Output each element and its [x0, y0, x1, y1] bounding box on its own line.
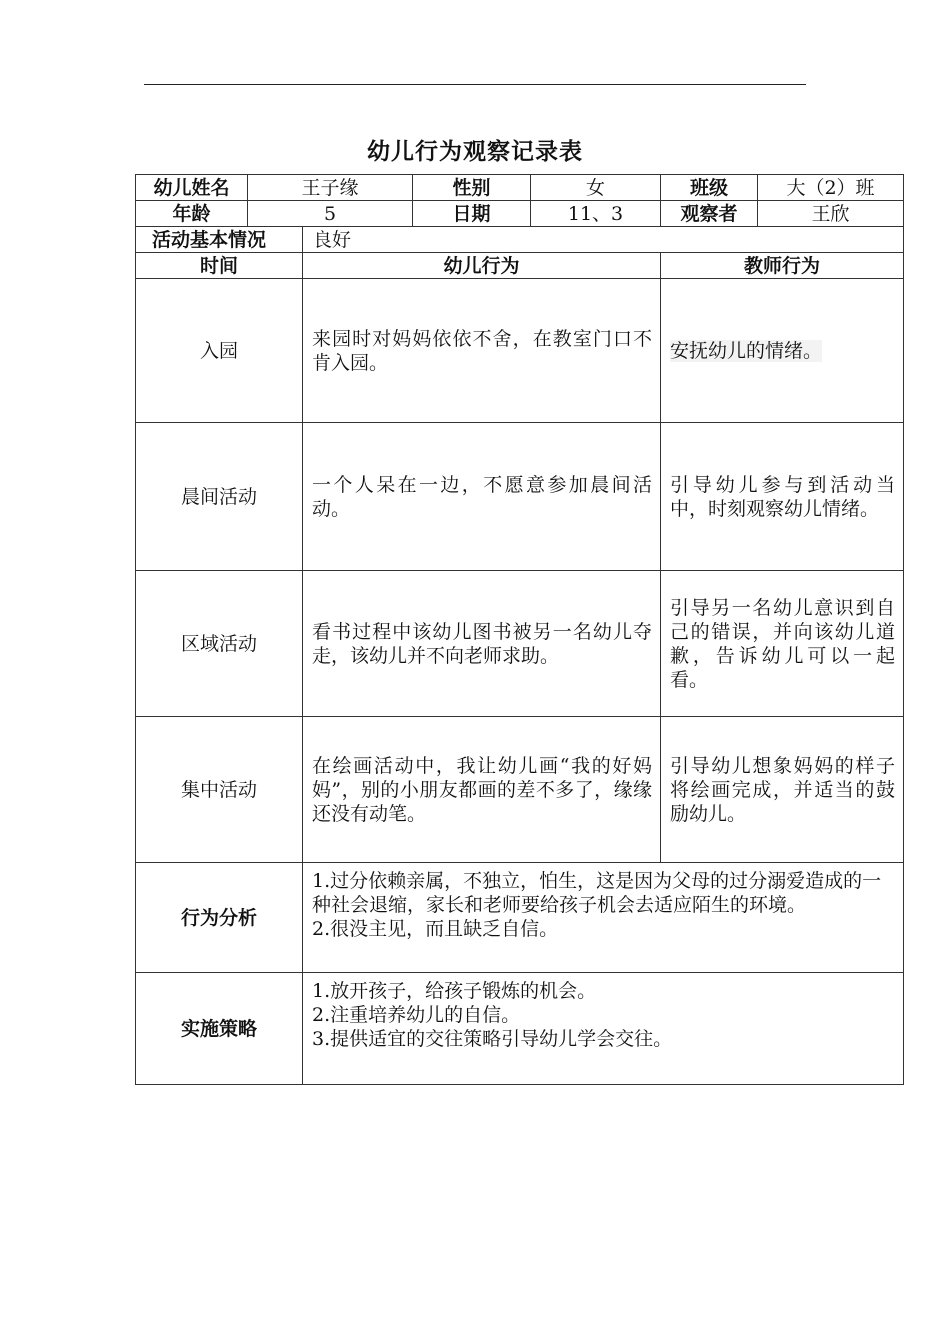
class-label: 班级 — [661, 175, 758, 201]
strategy-content — [303, 973, 904, 1085]
observation-row — [136, 717, 904, 863]
age-value: 5 — [248, 201, 413, 227]
info-row-2 — [136, 201, 904, 227]
observation-row — [136, 571, 904, 717]
strategy-row — [136, 973, 904, 1085]
class-value: 大（2）班 — [758, 175, 904, 201]
analysis-row — [136, 863, 904, 973]
period-cell: 区域活动 — [136, 571, 303, 717]
gender-label: 性别 — [413, 175, 531, 201]
strategy-line: 3.提供适宜的交往策略引导幼儿学会交往。 — [312, 1028, 673, 1050]
period-cell: 入园 — [136, 279, 303, 423]
period-cell: 晨间活动 — [136, 423, 303, 571]
header-rule — [144, 84, 806, 85]
strategy-line: 2.注重培养幼儿的自信。 — [312, 1004, 521, 1026]
situation-label: 活动基本情况 — [136, 227, 303, 253]
time-column-header: 时间 — [136, 253, 303, 279]
observation-record-table — [135, 174, 904, 1085]
analysis-label: 行为分析 — [136, 863, 303, 973]
date-label: 日期 — [413, 201, 531, 227]
child-behavior-cell: 来园时对妈妈依依不舍，在教室门口不肯入园。 — [303, 279, 661, 423]
teacher-behavior-column-header: 教师行为 — [661, 253, 904, 279]
child-behavior-cell: 在绘画活动中，我让幼儿画“我的好妈妈”，别的小朋友都画的差不多了，缘缘还没有动笔。 — [303, 717, 661, 863]
teacher-behavior-cell: 引导幼儿想象妈妈的样子将绘画完成，并适当的鼓励幼儿。 — [661, 717, 904, 863]
child-behavior-column-header: 幼儿行为 — [303, 253, 661, 279]
age-label: 年龄 — [136, 201, 248, 227]
child-behavior-cell: 看书过程中该幼儿图书被另一名幼儿夺走，该幼儿并不向老师求助。 — [303, 571, 661, 717]
period-cell: 集中活动 — [136, 717, 303, 863]
observer-value: 王欣 — [758, 201, 904, 227]
column-header-row — [136, 253, 904, 279]
observer-label: 观察者 — [661, 201, 758, 227]
gender-value: 女 — [531, 175, 661, 201]
analysis-line: 1.过分依赖亲属，不独立，怕生，这是因为父母的过分溺爱造成的一种社会退缩，家长和老师要给孩子机会去适应陌生的环境。 — [312, 870, 882, 916]
teacher-behavior-cell: 引导另一名幼儿意识到自己的错误，并向该幼儿道歉，告诉幼儿可以一起看。 — [661, 571, 904, 717]
situation-row — [136, 227, 904, 253]
name-label: 幼儿姓名 — [136, 175, 248, 201]
info-row-1 — [136, 175, 904, 201]
observation-row — [136, 423, 904, 571]
strategy-line: 1.放开孩子，给孩子锻炼的机会。 — [312, 980, 597, 1002]
child-behavior-cell: 一个人呆在一边，不愿意参加晨间活动。 — [303, 423, 661, 571]
name-value: 王子缘 — [248, 175, 413, 201]
teacher-behavior-text: 安抚幼儿的情绪。 — [670, 339, 823, 362]
observation-row — [136, 279, 904, 423]
document-title: 幼儿行为观察记录表 — [367, 139, 583, 165]
teacher-behavior-cell: 引导幼儿参与到活动当中，时刻观察幼儿情绪。 — [661, 423, 904, 571]
date-value: 11、3 — [531, 201, 661, 227]
analysis-content — [303, 863, 904, 973]
situation-value: 良好 — [303, 227, 904, 253]
strategy-label: 实施策略 — [136, 973, 303, 1085]
teacher-behavior-cell — [661, 279, 904, 423]
analysis-line: 2.很没主见，而且缺乏自信。 — [312, 918, 559, 940]
